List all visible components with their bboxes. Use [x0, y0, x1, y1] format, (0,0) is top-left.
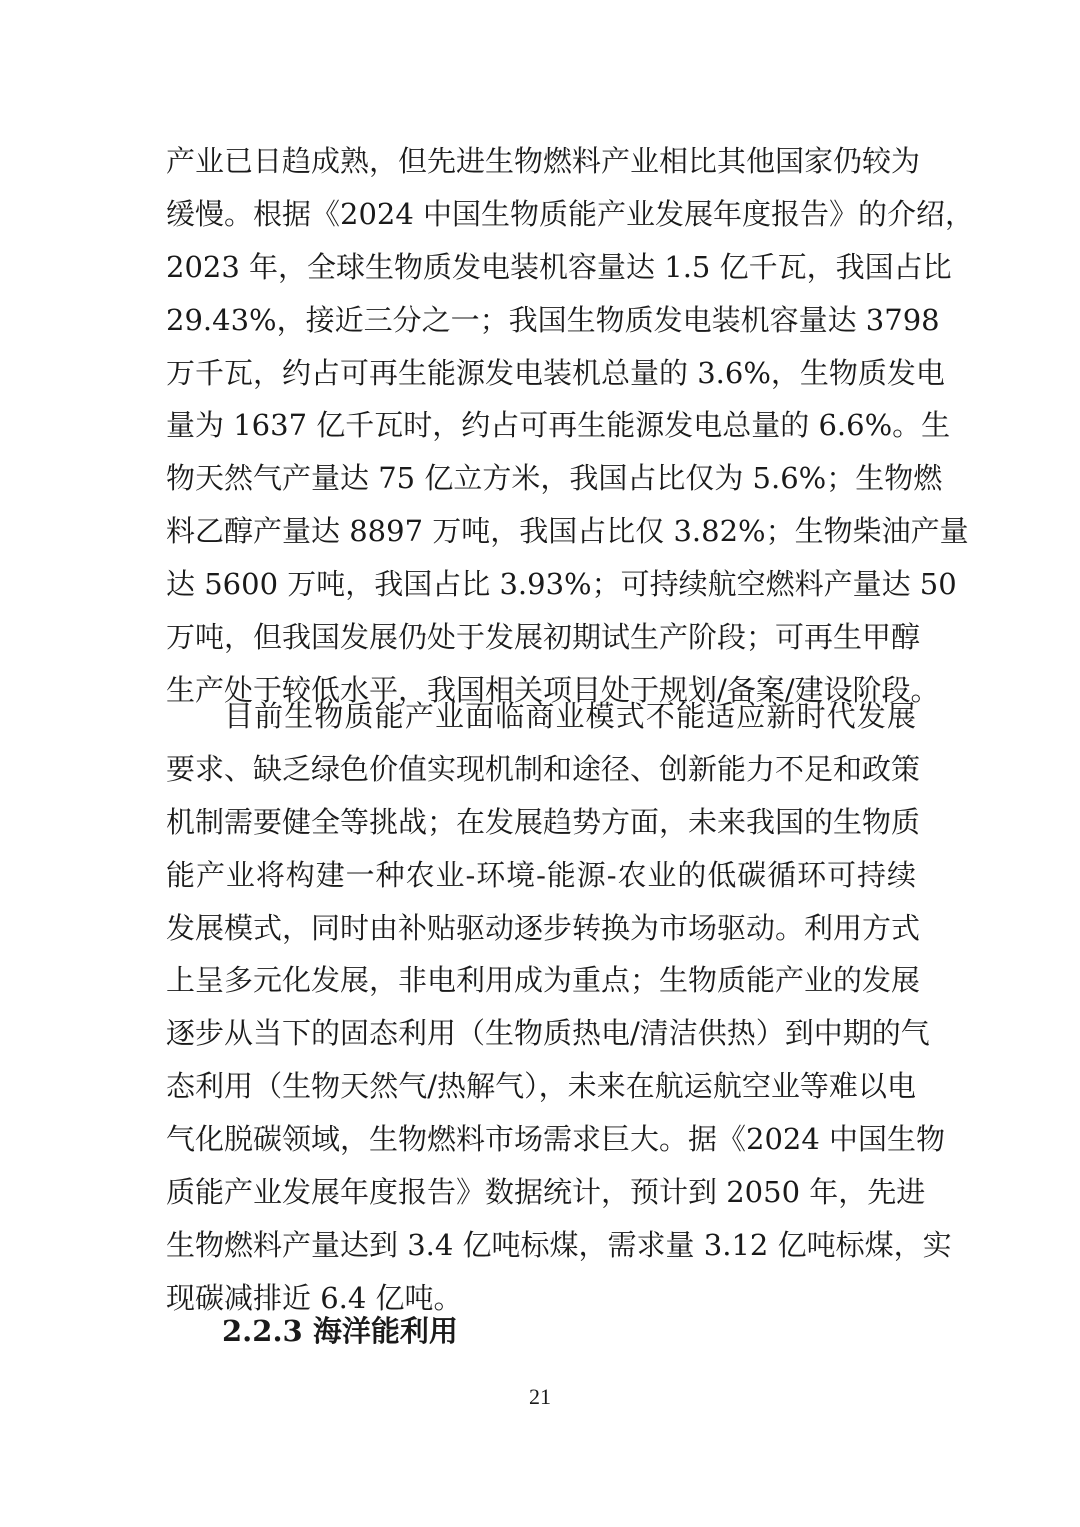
text-line: 质能产业发展年度报告》数据统计，预计到 2050 年，先进 — [166, 1175, 926, 1210]
text-line: 现碳减排近 6.4 亿吨。 — [166, 1280, 463, 1315]
text-line: 料乙醇产量达 8897 万吨，我国占比仅 3.82%；生物柴油产量 — [166, 514, 969, 549]
text-line: 逐步从当下的固态利用（生物质热电/清洁供热）到中期的气 — [166, 1016, 930, 1051]
text-line: 29.43%，接近三分之一；我国生物质发电装机容量达 3798 — [166, 302, 940, 337]
page-number: 21 — [529, 1384, 551, 1409]
text-line: 气化脱碳领域，生物燃料市场需求巨大。据《2024 中国生物 — [166, 1122, 946, 1157]
text-line: 万千瓦，约占可再生能源发电装机总量的 3.6%，生物质发电 — [166, 355, 945, 390]
section-heading: 2.2.3 海洋能利用 — [222, 1314, 458, 1348]
text-line: 目前生物质能产业面临商业模式不能适应新时代发展 — [224, 699, 916, 733]
text-line: 万吨，但我国发展仍处于发展初期试生产阶段；可再生甲醇 — [166, 620, 921, 655]
text-line: 生产处于较低水平，我国相关项目处于规划/备案/建设阶段。 — [166, 672, 940, 707]
text-line: 态利用（生物天然气/热解气），未来在航运航空业等难以电 — [166, 1069, 916, 1104]
text-line: 达 5600 万吨，我国占比 3.93%；可持续航空燃料产量达 50 — [166, 567, 957, 602]
text-line: 量为 1637 亿千瓦时，约占可再生能源发电总量的 6.6%。生 — [166, 408, 951, 443]
text-line: 要求、缺乏绿色价值实现机制和途径、创新能力不足和政策 — [166, 751, 921, 786]
text-line: 上呈多元化发展，非电利用成为重点；生物质能产业的发展 — [166, 963, 921, 998]
paragraph-industry-trends — [166, 690, 952, 1325]
text-line: 物天然气产量达 75 亿立方米，我国占比仅为 5.6%；生物燃 — [166, 461, 943, 496]
text-line: 发展模式，同时由补贴驱动逐步转换为市场驱动。利用方式 — [166, 910, 921, 945]
text-line: 缓慢。根据《2024 中国生物质能产业发展年度报告》的介绍， — [166, 196, 975, 231]
text-line: 2023 年，全球生物质发电装机容量达 1.5 亿千瓦，我国占比 — [166, 249, 952, 284]
text-line: 生物燃料产量达到 3.4 亿吨标煤，需求量 3.12 亿吨标煤，实 — [166, 1227, 952, 1262]
text-line: 机制需要健全等挑战；在发展趋势方面，未来我国的生物质 — [166, 804, 921, 839]
text-line: 能产业将构建一种农业-环境-能源-农业的低碳循环可持续 — [166, 857, 916, 892]
text-line: 产业已日趋成熟，但先进生物燃料产业相比其他国家仍较为 — [166, 144, 921, 178]
paragraph-biofuel-statistics — [166, 135, 975, 717]
